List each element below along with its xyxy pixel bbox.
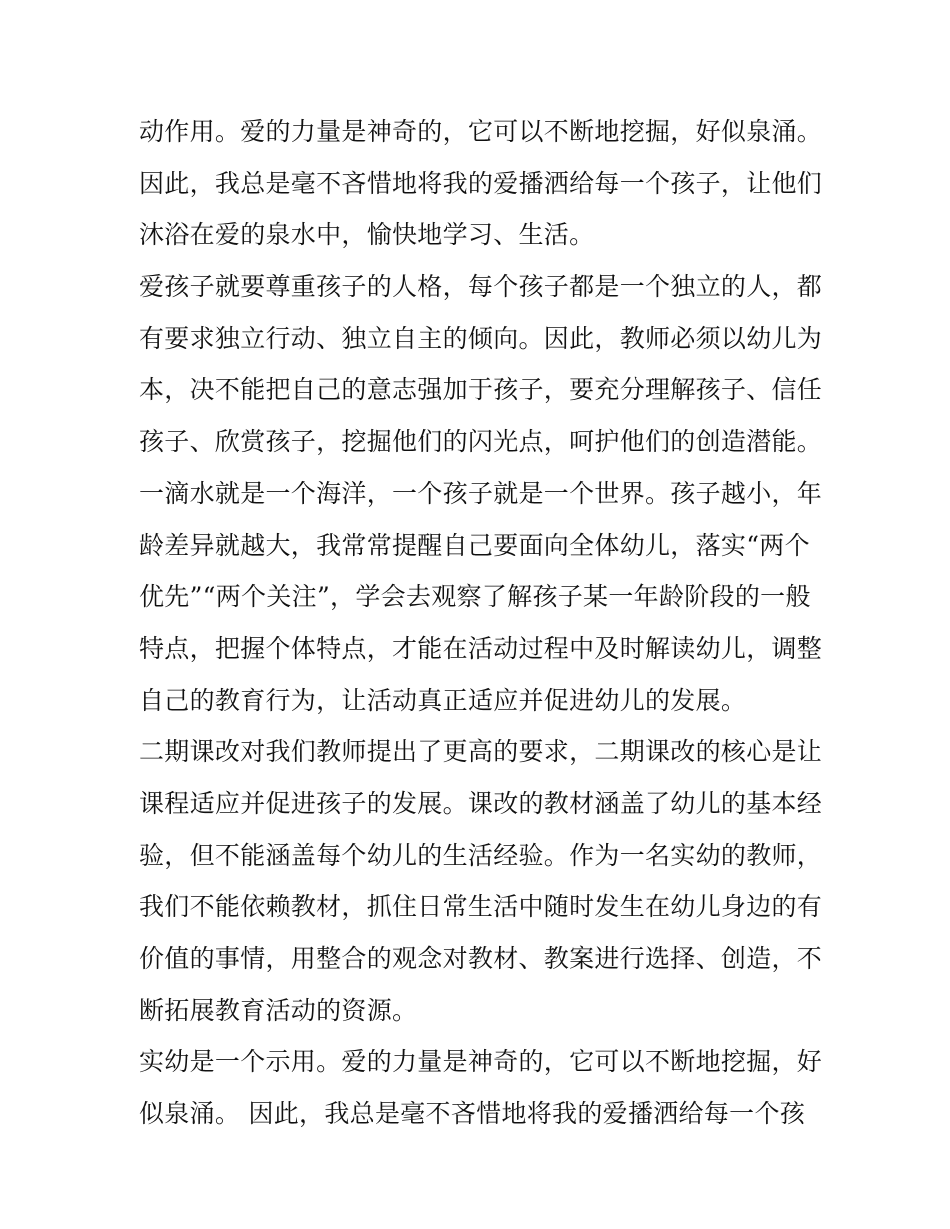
- text-line: 沐浴在爱的泉水中，愉快地学习、生活。: [139, 220, 595, 250]
- text-line: 因此，我总是毫不吝惜地将我的爱播洒给每一个孩子，让他们: [139, 168, 823, 198]
- body-text: [139, 106, 823, 1140]
- text-line: 本，决不能把自己的意志强加于孩子，要充分理解孩子、信任: [139, 375, 823, 405]
- text-line: 似泉涌。 因此，我总是毫不吝惜地将我的爱播洒给每一个孩: [139, 1099, 806, 1129]
- text-line: 龄差异就越大，我常常提醒自己要面向全体幼儿，落实“两个: [139, 530, 810, 560]
- text-line: 二期课改对我们教师提出了更高的要求，二期课改的核心是让: [139, 737, 823, 767]
- text-line: 一滴水就是一个海洋，一个孩子就是一个世界。孩子越小，年: [139, 478, 823, 508]
- text-line: 爱孩子就要尊重孩子的人格，每个孩子都是一个独立的人，都: [139, 272, 823, 302]
- text-line: 课程适应并促进孩子的发展。课改的教材涵盖了幼儿的基本经: [139, 788, 823, 818]
- text-line: 特点，把握个体特点，才能在活动过程中及时解读幼儿，调整: [139, 633, 823, 663]
- text-line: 价值的事情，用整合的观念对教材、教案进行选择、创造，不: [139, 944, 823, 973]
- text-line: 我们不能依赖教材，抓住日常生活中随时发生在幼儿身边的有: [139, 892, 823, 922]
- text-line: 孩子、欣赏孩子，挖掘他们的闪光点，呵护他们的创造潜能。: [139, 427, 823, 457]
- text-line: 验，但不能涵盖每个幼儿的生活经验。作为一名实幼的教师，: [139, 840, 823, 870]
- text-line: 自己的教育行为，让活动真正适应并促进幼儿的发展。: [139, 685, 747, 715]
- text-line: 优先”“两个关注”，学会去观察了解孩子某一年龄阶段的一般: [139, 582, 811, 612]
- text-line: 有要求独立行动、独立自主的倾向。因此，教师必须以幼儿为: [139, 323, 823, 353]
- text-line: 实幼是一个示用。爱的力量是神奇的，它可以不断地挖掘，好: [139, 1047, 823, 1077]
- text-line: 断拓展教育活动的资源。: [139, 995, 418, 1025]
- text-line: 动作用。爱的力量是神奇的，它可以不断地挖掘，好似泉涌。: [139, 117, 823, 146]
